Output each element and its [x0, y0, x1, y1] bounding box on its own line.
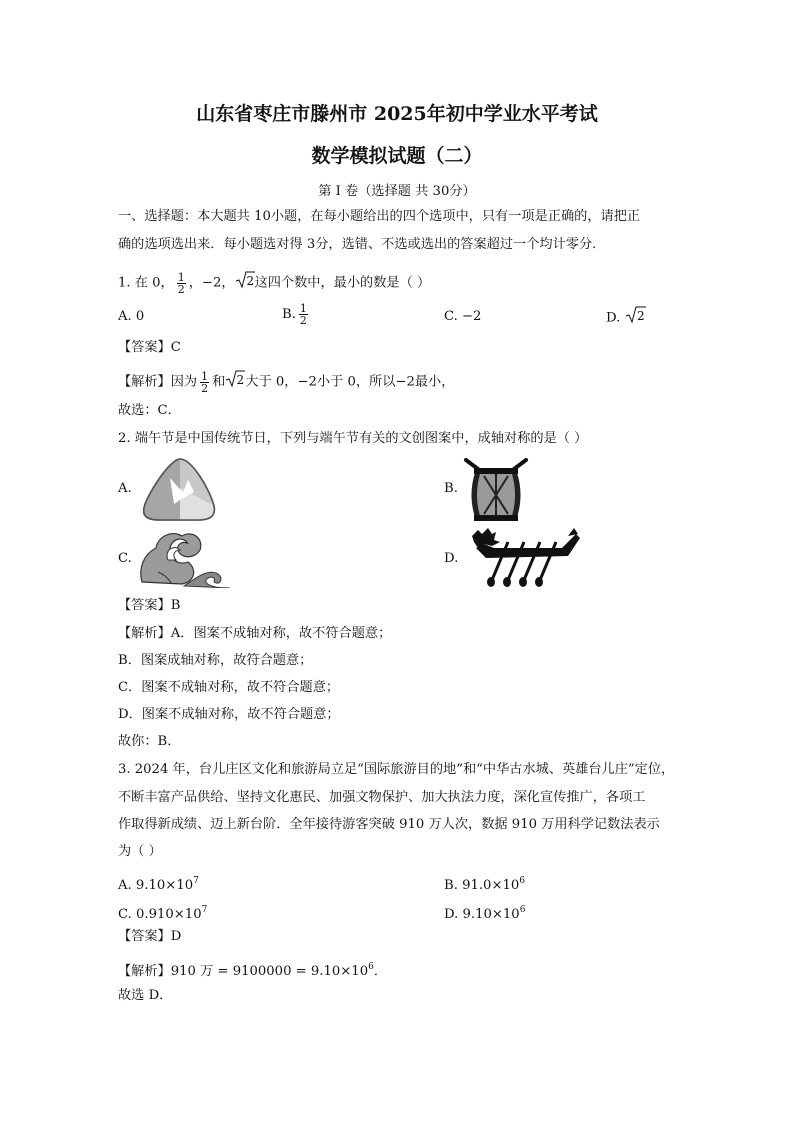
section-heading: 第 I 卷（选择题 共 30分）: [318, 184, 476, 199]
q1-conclusion: 故选：C．: [118, 403, 181, 418]
q1-option-d-radical: [625, 305, 647, 331]
q1-stem: [118, 270, 430, 296]
intro-line-2: 确的选项选出来．每小题选对得 3分，选错、不选或选出的答案超过一个均计零分．: [118, 237, 606, 252]
q3-option-c-exp: 7: [201, 905, 208, 915]
q1-option-d: [606, 305, 647, 331]
q1-tail: 这四个数中，最小的数是（ ）: [254, 275, 431, 291]
q1-option-d-radicand: 2: [636, 309, 645, 323]
q1-exp-radical: [225, 369, 245, 395]
exam-subtitle: 数学模拟试题（二）: [311, 145, 483, 167]
q3-option-d: [444, 901, 525, 924]
q2-label-c: C.: [118, 551, 132, 566]
q1-mid: ，−2，: [188, 275, 235, 291]
q1-radical: [235, 270, 255, 296]
q3-option-c-base: C. 0.910×10: [118, 907, 202, 922]
q2-stem: 2. 端午节是中国传统节日，下列与端午节有关的文创图案中，成轴对称的是（ ）: [118, 431, 588, 446]
q3-option-d-exp: 6: [519, 905, 526, 915]
q1-exp-a: 【解析】因为: [118, 374, 198, 390]
q3-option-a: [118, 872, 199, 895]
q3-exp-base: 【解析】910 万 = 9100000 = 9.10×10: [118, 964, 369, 979]
intro-line-1: 一、选择题：本大题共 10小题，在每小题给出的四个选项中，只有一项是正确的，请把正: [118, 209, 641, 224]
q3-option-a-exp: 7: [193, 876, 199, 886]
q2-exp-a: 【解析】A．图案不成轴对称，故不符合题意；: [118, 626, 392, 641]
q2-conclusion: 故你：B．: [118, 734, 181, 749]
q2-label-a: A.: [118, 481, 132, 496]
q3-explanation: [118, 958, 387, 981]
q2-label-d: D.: [444, 551, 459, 566]
q3-stem-1: 3. 2024 年，台儿庄区文化和旅游局立足“国际旅游目的地”和“中华古水城、英雄台儿庄”定位，: [118, 762, 675, 777]
q1-option-b-frac: [299, 303, 308, 326]
q3-option-c: [118, 901, 207, 924]
dragon-boat-icon: [464, 526, 582, 588]
q1-option-d-label: D.: [606, 310, 621, 326]
zongzi-icon: [140, 456, 218, 522]
q1-frac-num: 1: [177, 270, 185, 284]
q1-option-b-den: 2: [299, 314, 307, 327]
q1-option-b: [282, 303, 311, 326]
q1-exp-c: 大于 0，−2小于 0，所以−2最小，: [245, 374, 455, 390]
q1-option-a: A. 0: [118, 309, 145, 324]
q1-exp-frac-den: 2: [201, 381, 209, 395]
q3-option-d-base: D. 9.10×10: [444, 907, 520, 922]
q1-exp-radicand: 2: [236, 373, 245, 387]
q3-option-b-exp: 6: [519, 876, 526, 886]
exam-title: 山东省枣庄市滕州市 2025年初中学业水平考试: [196, 103, 598, 125]
q3-answer: 【答案】D: [118, 929, 182, 944]
drum-icon: [462, 456, 530, 522]
q1-fraction: [177, 272, 186, 295]
q1-option-b-label: B.: [282, 307, 296, 322]
cloud-wave-icon: [138, 528, 232, 588]
q3-option-b-base: B. 91.0×10: [444, 878, 520, 893]
q1-option-c: C. −2: [444, 309, 482, 324]
q2-exp-c: C．图案不成轴对称，故不符合题意；: [118, 680, 340, 695]
q1-explanation: [118, 369, 454, 395]
q1-exp-frac-num: 1: [201, 369, 209, 383]
q3-exp-exp: 6: [368, 962, 374, 972]
q1-exp-frac: [200, 371, 209, 394]
q3-stem-4: 为（ ）: [118, 844, 162, 859]
q1-option-b-num: 1: [299, 302, 307, 315]
q1-answer: 【答案】C: [118, 340, 181, 355]
q3-stem-2: 不断丰富产品供给、坚持文化惠民、加强文物保护、加大执法力度，深化宣传推广，各项工: [118, 790, 646, 805]
q2-answer: 【答案】B: [118, 598, 181, 613]
q1-frac-den: 2: [177, 282, 185, 296]
q2-label-b: B.: [444, 481, 458, 496]
q3-exp-end: ．: [373, 964, 388, 979]
q2-exp-b: B．图案成轴对称，故符合题意；: [118, 653, 313, 668]
q1-exp-b: 和: [212, 374, 226, 390]
q3-option-a-base: A. 9.10×10: [118, 878, 194, 893]
q3-option-b: [444, 872, 525, 895]
q1-radicand: 2: [246, 274, 254, 288]
q1-prefix: 1. 在 0，: [118, 275, 174, 291]
q2-exp-d: D．图案不成轴对称，故不符合题意；: [118, 707, 340, 722]
q3-conclusion: 故选 D．: [118, 988, 173, 1003]
q3-stem-3: 作取得新成绩、迈上新台阶．全年接待游客突破 910 万人次，数据 910 万用科学记数法表示: [118, 817, 660, 832]
